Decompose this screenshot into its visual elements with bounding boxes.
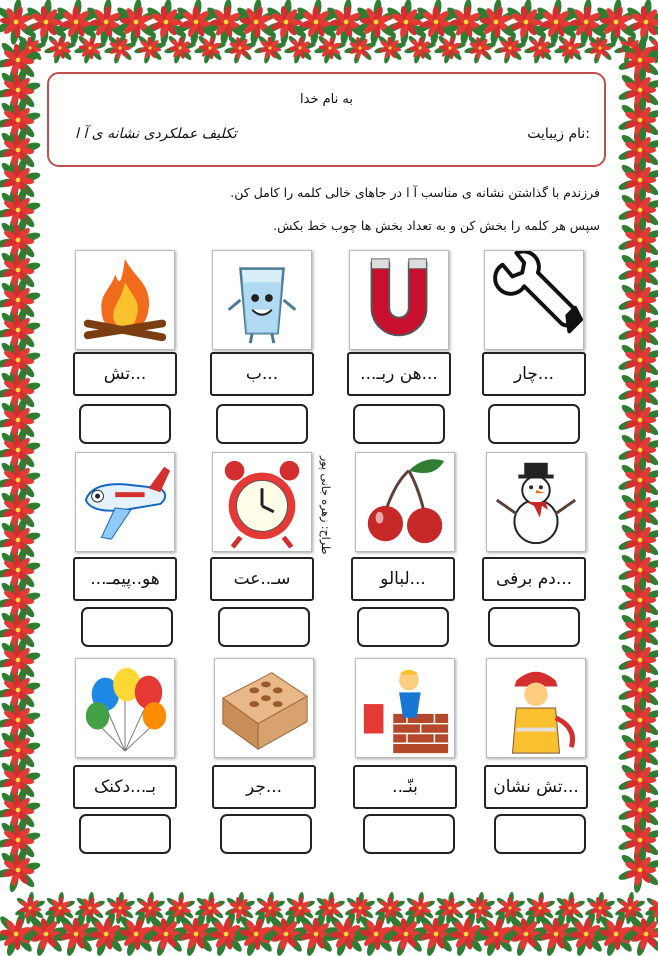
syllable-count-box[interactable] xyxy=(363,814,455,854)
word-box: ...ب xyxy=(210,352,314,396)
word-box: ...دم برفی xyxy=(482,557,586,601)
syllable-count-box[interactable] xyxy=(488,404,580,444)
syllable-count-box[interactable] xyxy=(79,404,171,444)
name-label: نام زیبایت: xyxy=(527,126,590,142)
snowman-icon xyxy=(486,452,586,552)
wrench-icon xyxy=(484,250,584,350)
syllable-count-box[interactable] xyxy=(79,814,171,854)
instruction-line-1: فرزندم با گذاشتن نشانه ی مناسب آ ا در جاهای خالی کلمه را کامل کن. xyxy=(230,185,600,200)
syllable-count-box[interactable] xyxy=(353,404,445,444)
word-box: ...تش xyxy=(73,352,177,396)
syllable-count-box[interactable] xyxy=(220,814,312,854)
cherry-icon xyxy=(355,452,455,552)
alarm-clock-icon xyxy=(212,452,312,552)
bricklayer-icon xyxy=(355,658,455,758)
firefighter-icon xyxy=(486,658,586,758)
syllable-count-box[interactable] xyxy=(488,607,580,647)
word-box: ...هن ربـ... xyxy=(347,352,451,396)
brick-icon xyxy=(214,658,314,758)
designer-credit: طراح: زهره جانی پور xyxy=(319,456,332,555)
word-box: سـ..عت xyxy=(210,557,314,601)
instruction-line-2: سپس هر کلمه را بخش کن و به تعداد بخش ها چوب خط بکش. xyxy=(273,218,600,233)
word-box: ...تش نشان xyxy=(484,765,588,809)
word-box: ...چار xyxy=(482,352,586,396)
magnet-icon xyxy=(349,250,449,350)
syllable-count-box[interactable] xyxy=(81,607,173,647)
bismillah-text: به نام خدا xyxy=(300,92,353,107)
word-box: بنّـ.. xyxy=(353,765,457,809)
syllable-count-box[interactable] xyxy=(218,607,310,647)
syllable-count-box[interactable] xyxy=(494,814,586,854)
word-box: هو..پیمـ... xyxy=(73,557,177,601)
syllable-count-box[interactable] xyxy=(216,404,308,444)
header-box xyxy=(47,72,606,167)
poinsettia-flower-icon xyxy=(0,847,41,893)
balloons-icon xyxy=(75,658,175,758)
word-box: ...جر xyxy=(212,765,316,809)
fire-icon xyxy=(75,250,175,350)
water-glass-icon xyxy=(212,250,312,350)
syllable-count-box[interactable] xyxy=(357,607,449,647)
word-box: بـ...دکنک xyxy=(73,765,177,809)
word-box: ...لبالو xyxy=(351,557,455,601)
airplane-icon xyxy=(75,452,175,552)
worksheet-title: تکلیف عملکردی نشانه ی آ ا xyxy=(75,126,237,142)
